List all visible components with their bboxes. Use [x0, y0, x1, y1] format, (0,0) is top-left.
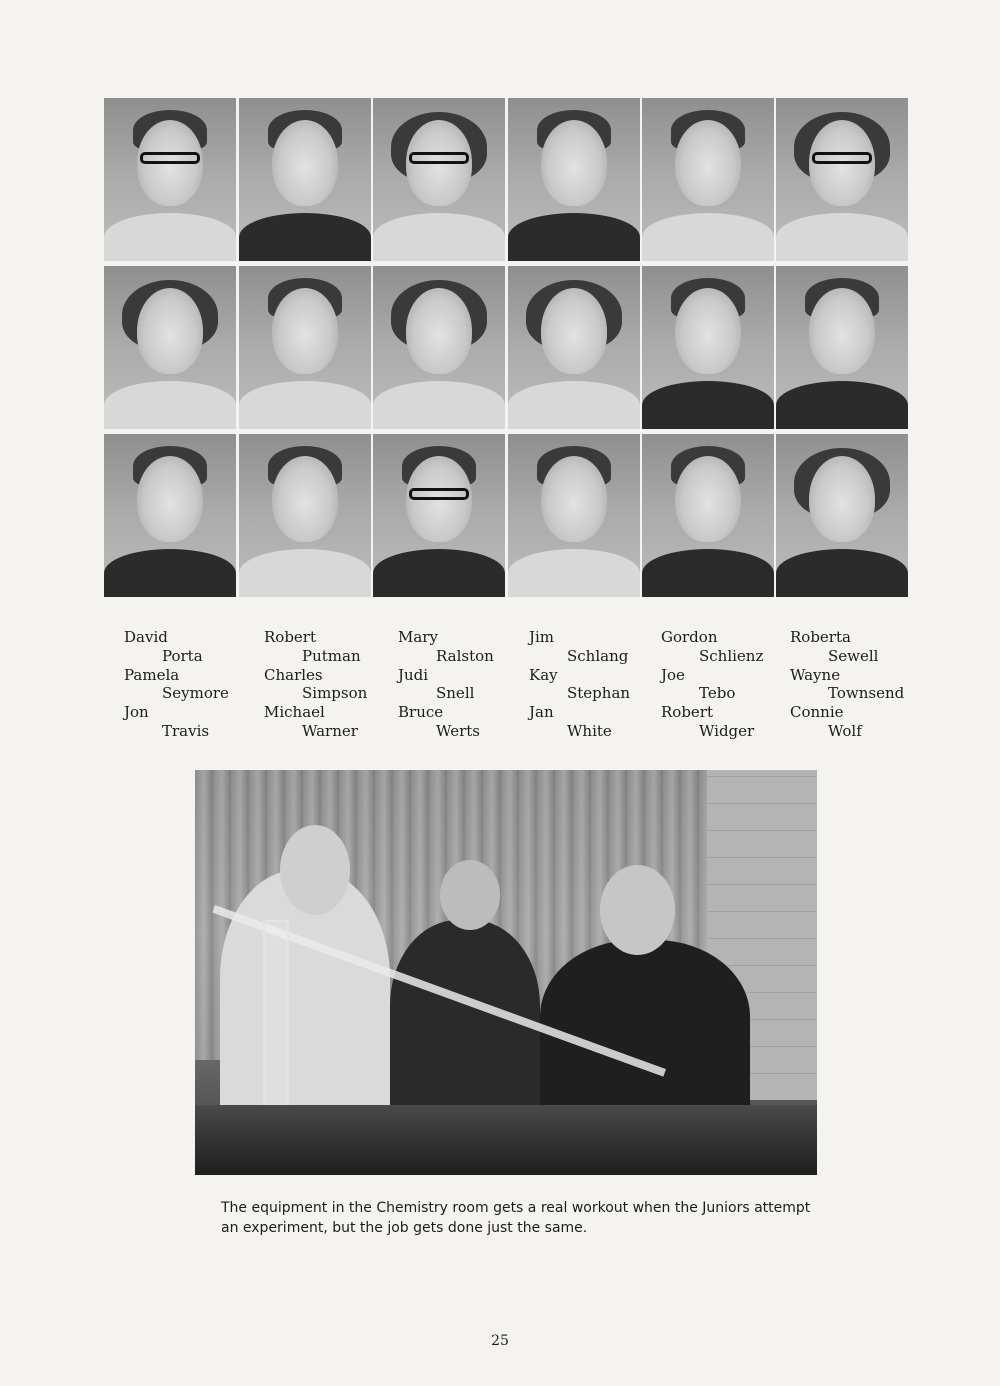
- portrait-photo: [642, 434, 774, 597]
- portrait-grid: [104, 98, 912, 606]
- portrait-photo: [776, 98, 908, 261]
- lab-bench: [195, 1105, 817, 1175]
- portrait-photo: [508, 434, 640, 597]
- first-name: Mary: [398, 628, 438, 646]
- student-head: [280, 825, 350, 915]
- last-name: Simpson: [302, 684, 368, 703]
- last-name: Porta: [162, 646, 203, 665]
- first-name: Pamela: [124, 665, 180, 684]
- portrait-photo: [239, 266, 371, 429]
- first-name: Robert: [661, 703, 714, 722]
- portrait-photo: [373, 434, 505, 597]
- student-figure: [540, 940, 750, 1110]
- name-column: [378, 628, 513, 741]
- last-name: Wolf: [828, 721, 862, 740]
- portrait-photo: [642, 266, 774, 429]
- name-column: [244, 628, 379, 741]
- first-name: Kay: [529, 665, 558, 684]
- last-name: Schlienz: [699, 646, 764, 665]
- portrait-photo: [239, 98, 371, 261]
- first-name: Jon: [124, 703, 149, 722]
- first-name: Judi: [398, 665, 429, 684]
- first-name: Bruce: [398, 703, 444, 722]
- last-name: Widger: [699, 721, 755, 740]
- first-name: David: [124, 628, 168, 646]
- last-name: Townsend: [828, 684, 905, 703]
- portrait-photo: [508, 98, 640, 261]
- first-name: Jim: [529, 628, 555, 646]
- last-name: Putman: [302, 646, 361, 665]
- name-column: [641, 628, 776, 741]
- last-name: Snell: [436, 684, 475, 703]
- portrait-photo: [776, 266, 908, 429]
- first-name: Wayne: [790, 665, 841, 684]
- last-name: Schlang: [567, 646, 629, 665]
- last-name: Ralston: [436, 646, 494, 665]
- first-name: Charles: [264, 665, 323, 684]
- portrait-photo: [508, 266, 640, 429]
- last-name: Travis: [162, 721, 210, 740]
- portrait-photo: [104, 266, 236, 429]
- last-name: Werts: [436, 721, 480, 740]
- last-name: White: [567, 721, 612, 740]
- student-head: [440, 860, 500, 930]
- portrait-photo: [239, 434, 371, 597]
- portrait-photo: [104, 98, 236, 261]
- name-column: [509, 628, 644, 741]
- first-name: Gordon: [661, 628, 718, 646]
- portrait-photo: [373, 266, 505, 429]
- last-name: Sewell: [828, 646, 879, 665]
- first-name: Michael: [264, 703, 325, 722]
- portrait-photo: [373, 98, 505, 261]
- portrait-photo: [642, 98, 774, 261]
- first-name: Roberta: [790, 628, 851, 646]
- name-column: [104, 628, 239, 741]
- last-name: Warner: [302, 721, 358, 740]
- last-name: Seymore: [162, 684, 229, 703]
- photo-caption: The equipment in the Chemistry room gets a real workout when the Juniors attempt an experiment, but the job gets done just the same.: [221, 1200, 811, 1236]
- page-number: 25: [491, 1333, 509, 1349]
- student-head: [600, 865, 675, 955]
- portrait-photo: [776, 434, 908, 597]
- chemistry-lab-photo: [195, 770, 817, 1175]
- first-name: Connie: [790, 703, 844, 722]
- name-column: [770, 628, 905, 741]
- first-name: Robert: [264, 628, 317, 646]
- glass-cylinder: [263, 920, 289, 1110]
- last-name: Tebo: [699, 684, 736, 703]
- first-name: Jan: [529, 703, 554, 722]
- name-list: [104, 628, 912, 748]
- first-name: Joe: [661, 665, 685, 684]
- last-name: Stephan: [567, 684, 631, 703]
- portrait-photo: [104, 434, 236, 597]
